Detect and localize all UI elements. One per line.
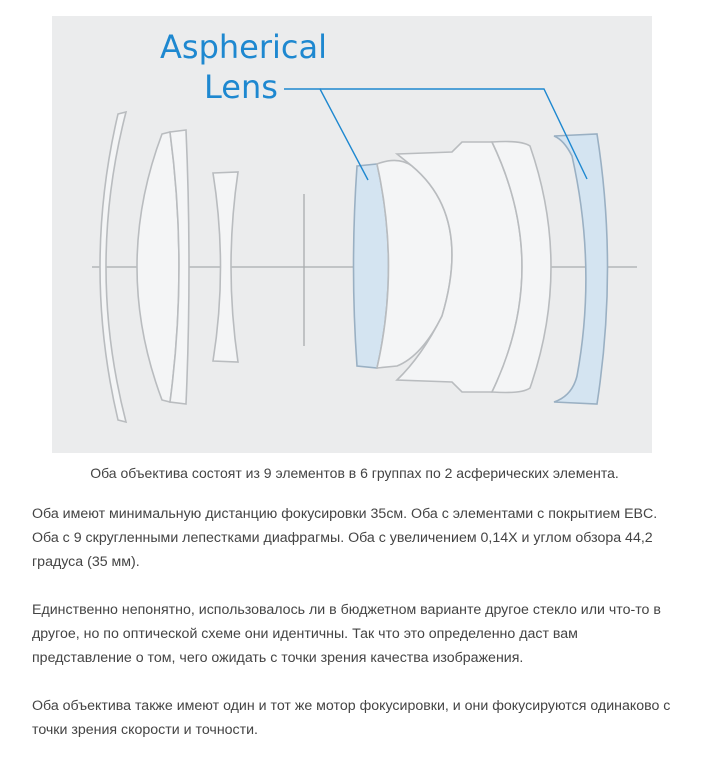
paragraph-2: Единственно непонятно, использовалось ли в бюджетном варианте другое стекло или что-то в другое, но по оптической схеме они идентичны. Так что это определенно даст вам представление о том, чего ожидать с точки зрения качества изображения. <box>32 602 661 666</box>
lens-diagram <box>52 16 652 453</box>
lens-element-2 <box>137 132 179 402</box>
lens-diagram-svg <box>52 16 652 453</box>
article-body <box>32 502 672 766</box>
leader-line-left <box>284 89 368 180</box>
aspherical-element-2 <box>554 134 608 404</box>
figure-caption: Оба объектива состоят из 9 элементов в 6 группах по 2 асферических элемента. <box>90 465 619 481</box>
paragraph-1: Оба имеют минимальную дистанцию фокусировки 35см. Оба с элементами с покрытием EBC. Оба с 9 скругленными лепестками диафрагмы. Оба с увеличением 0,14X и углом обзора 44,2 градуса (35 мм). <box>32 506 658 570</box>
aspherical-lens-label-line2: Lens <box>204 68 278 106</box>
paragraph-3: Оба объектива также имеют один и тот же мотор фокусировки, и они фокусируются одинаково с точки зрения скорости и точности. <box>32 698 671 738</box>
aspherical-lens-label-line1: Aspherical <box>160 28 327 66</box>
